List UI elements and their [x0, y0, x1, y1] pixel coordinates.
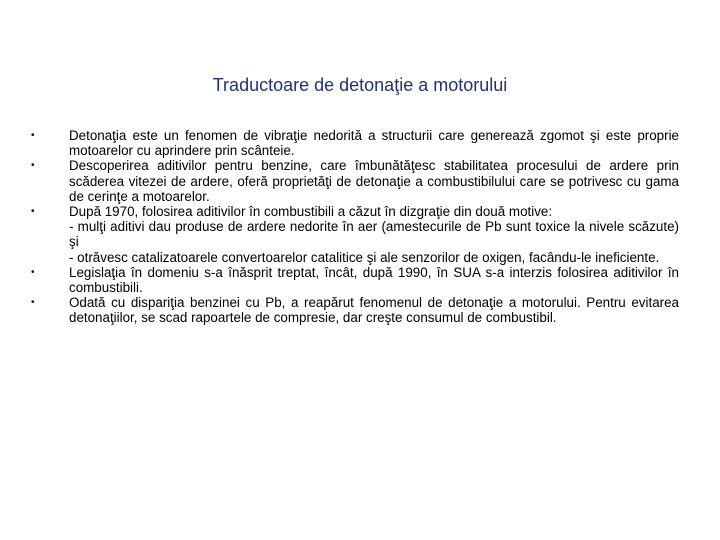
bullet-text: Descoperirea aditivilor pentru benzine, care îmbunătăţesc stabilitatea procesului de ardere prin scăderea vitezei de ardere, oferă proprietăţi de detonaţie a combustibilului care se potrivesc cu gama de cerinţe a motoarelor. [69, 158, 679, 204]
bullet-text: Legislaţia în domeniu s-a înăsprit treptat, încât, după 1990, în SUA s-a interzis folosirea aditivilor în combustibili. [69, 264, 679, 296]
list-item [31, 158, 679, 204]
list-item [31, 295, 679, 326]
list-item [31, 128, 679, 159]
slide-title: Traductoare de detonaţie a motorului [212, 75, 508, 95]
bullet-text: Odată cu dispariţia benzinei cu Pb, a reapărut fenomenul de detonaţie a motorului. Pentru evitarea detonaţiilor, se scad rapoartele de compresie, dar creşte consumul de combustibil. [69, 295, 679, 326]
bullet-list [0, 128, 720, 326]
bullet-icon: • [31, 130, 35, 141]
bullet-text: După 1970, folosirea aditivilor în combustibili a căzut în dizgraţie din două motive: [69, 204, 553, 220]
bullet-icon: • [31, 160, 35, 172]
bullet-icon: • [31, 206, 35, 218]
bullet-subline: - otrăvesc catalizatoarele convertoarelor catalitice şi ale senzorilor de oxigen, facându-le ineficiente. [69, 249, 660, 265]
bullet-icon: • [31, 266, 35, 278]
bullet-text: Detonaţia este un fenomen de vibraţie nedorită a structurii care generează zgomot şi este proprie motoarelor cu aprindere prin scânteie. [69, 128, 679, 159]
bullet-subline: - mulţi aditivi dau produse de ardere nedorite în aer (amestecurile de Pb sunt toxice la nivele scăzute) şi [69, 219, 679, 250]
list-item [31, 204, 679, 265]
bullet-icon: • [31, 297, 35, 309]
list-item [31, 264, 679, 296]
